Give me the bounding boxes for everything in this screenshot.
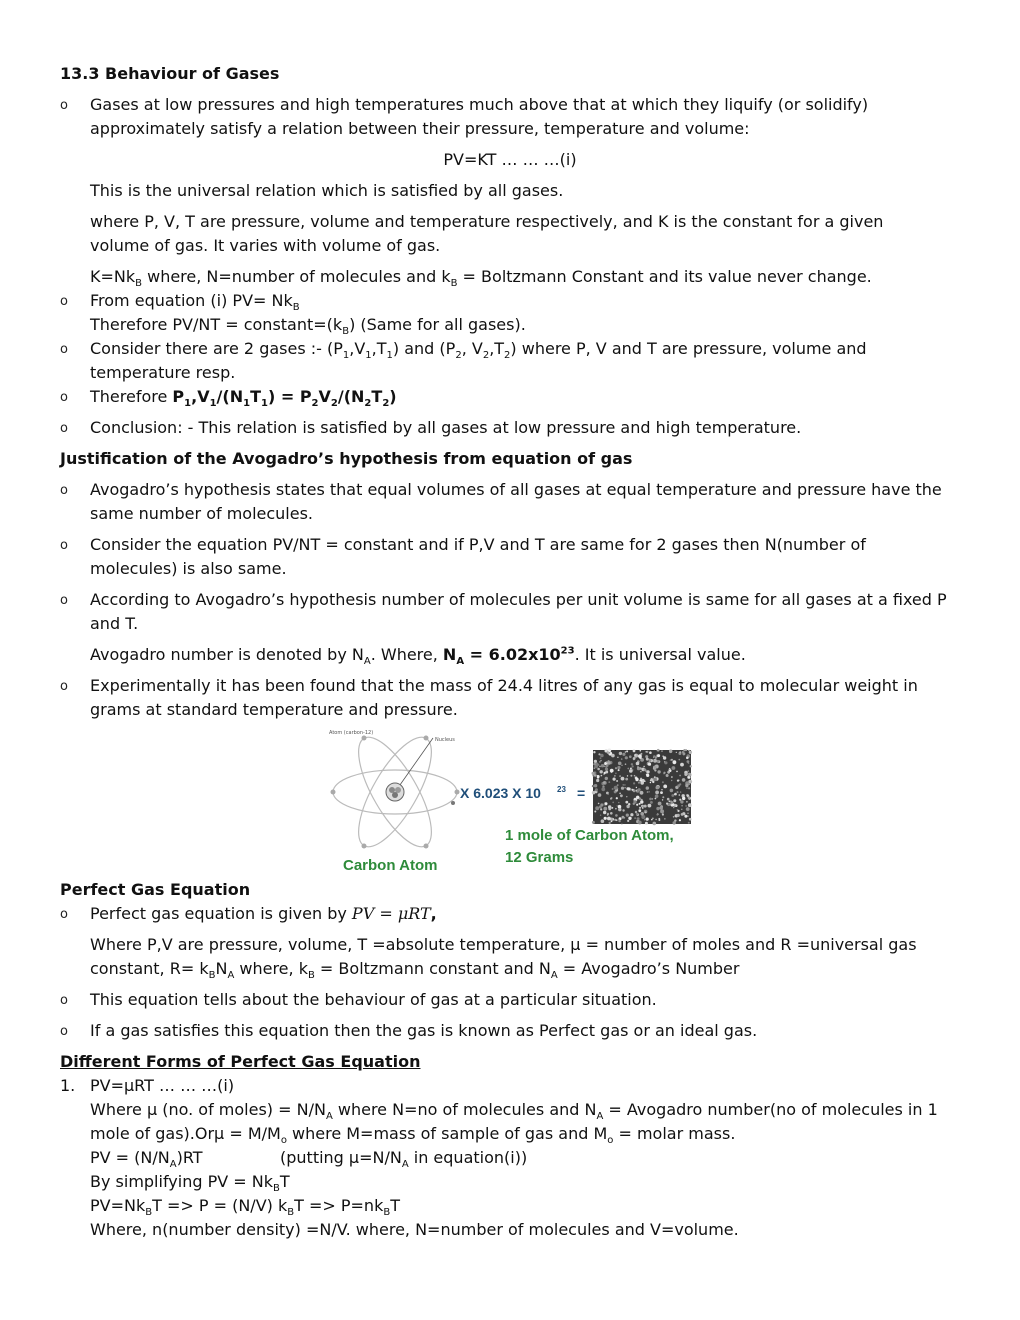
bullet-two-gases: o Consider there are 2 gases :- $(P_1,V_1,T_1)$ and ($P_2$, $V_2,T_2$) where P, V and T are pressure, volume and	[60, 337, 960, 361]
text-line-pv-substitution: PV = $(N/N_A)RT$ (putting $\mu=N/N_A$ in equation(i))	[90, 1148, 528, 1171]
bullet-behaviour: o This equation tells about the behaviour of gas at a particular situation.	[60, 988, 960, 1012]
text-line: grams at standard temperature and pressure.	[90, 700, 458, 719]
text-line-r-definition: constant, $R= k_BN_A$ where, $k_B$ = Boltzmann constant and $N_A$ = Avogadro’s Number	[90, 959, 740, 982]
text-line: Where P,V are pressure, volume, T =absolute temperature, μ = number of moles and R =universal gas	[90, 935, 917, 954]
nucleus-label: Nucleus	[435, 737, 455, 743]
mole-label-line1: 1 mole of Carbon Atom,	[505, 827, 674, 844]
text-line: Where, n(number density) =N/V. where, N=number of molecules and V=volume.	[90, 1220, 739, 1239]
text-line: This is the universal relation which is satisfied by all gases.	[90, 181, 564, 200]
bullet-gases-low-pressure: o Gases at low pressures and high temperatures much above that at which they liquify (or solidify)	[60, 93, 960, 117]
numbered-item-1: 1. PV=μRT … … …(i)	[60, 1076, 235, 1095]
section-heading: Justification of the Avogadro’s hypothesis from equation of gas	[60, 449, 633, 468]
section-heading: Different Forms of Perfect Gas Equation	[60, 1052, 421, 1071]
equals-sign: =	[577, 785, 586, 801]
text-line: approximately satisfy a relation between their pressure, temperature and volume:	[90, 119, 750, 138]
carbon-atom-label: Carbon Atom	[343, 857, 438, 874]
text-line: temperature resp.	[90, 363, 236, 382]
text-line-number-density-eq: $PV=Nk_BT => P = (N/V) k_BT => P=nk_BT$	[90, 1196, 400, 1219]
bullet-perfect-gas-equation: o Perfect gas equation is given by PV = μRT,	[60, 902, 960, 926]
bullet-experimental: o Experimentally it has been found that the mass of 24.4 litres of any gas is equal to molecular weight in	[60, 674, 960, 698]
text-line-molar-mass: mole of $gas).Or\mu = M/M_o$ where M=mass of sample of gas and $M_o$ = molar mass.	[90, 1124, 736, 1147]
bullet-from-equation: o From equation (i) $PV= Nk_B$	[60, 289, 960, 313]
equation-pv-kt: PV=KT … … …(i)	[443, 150, 577, 169]
text-line: Therefore $PV/NT = constant=(k_B)$ (Same for all gases).	[90, 315, 526, 338]
document-page	[60, 62, 960, 1242]
bullet-ideal-gas: o If a gas satisfies this equation then the gas is known as Perfect gas or an ideal gas.	[60, 1019, 960, 1043]
text-line-avogadro-number: Avogadro number is denoted by $N_A$. Where, $N_A = 6.02x10^{23}$. It is universal value.	[90, 645, 746, 668]
text-line: molecules) is also same.	[90, 559, 287, 578]
section-heading: 13.3 Behaviour of Gases	[60, 64, 280, 83]
mole-label-line2: 12 Grams	[505, 849, 574, 866]
atom-caption: Atom (carbon-12)	[329, 730, 374, 736]
text-line-k-definition: $K=Nk_B$ where, N=number of molecules and $k_B$ = Boltzmann Constant and its value never change.	[90, 267, 872, 290]
bullet-consider-equation: o Consider the equation PV/NT = constant and if P,V and T are same for 2 gases then N(number of	[60, 533, 960, 557]
bullet-therefore: o Therefore $P_1,V_1/(N_1T_1) = P_2V_2/(N_2T_2)$	[60, 385, 960, 409]
multiplier-exponent: 23	[557, 785, 566, 794]
bullet-conclusion: o Conclusion: - This relation is satisfied by all gases at low pressure and high temperature.	[60, 416, 960, 440]
section-heading: Perfect Gas Equation	[60, 880, 251, 899]
nucleus-pointer	[395, 738, 433, 792]
multiplier-text: X 6.023 X 10	[460, 785, 541, 801]
text-line: volume of gas. It varies with volume of gas.	[90, 236, 441, 255]
text-line-mu-definition: Where μ (no. of moles) = $N/N_A$ where N=no of molecules and $N_A$ = Avogadro number(no of molecules in 1	[90, 1100, 938, 1123]
carbon-atom-figure	[60, 722, 960, 878]
text-line: same number of molecules.	[90, 504, 314, 523]
carbon-atom-illustration	[325, 726, 705, 874]
bullet-avogadro-hypothesis: o Avogadro’s hypothesis states that equal volumes of all gases at equal temperature and pressure have the	[60, 478, 960, 502]
text-line: and T.	[90, 614, 139, 633]
text-line: where P, V, T are pressure, volume and temperature respectively, and K is the constant for a given	[90, 212, 884, 231]
bullet-molecules-per-volume: o According to Avogadro’s hypothesis number of molecules per unit volume is same for all gases at a fixed P	[60, 588, 960, 612]
text-line-simplifying: By simplifying PV = $Nk_BT$	[90, 1172, 290, 1195]
